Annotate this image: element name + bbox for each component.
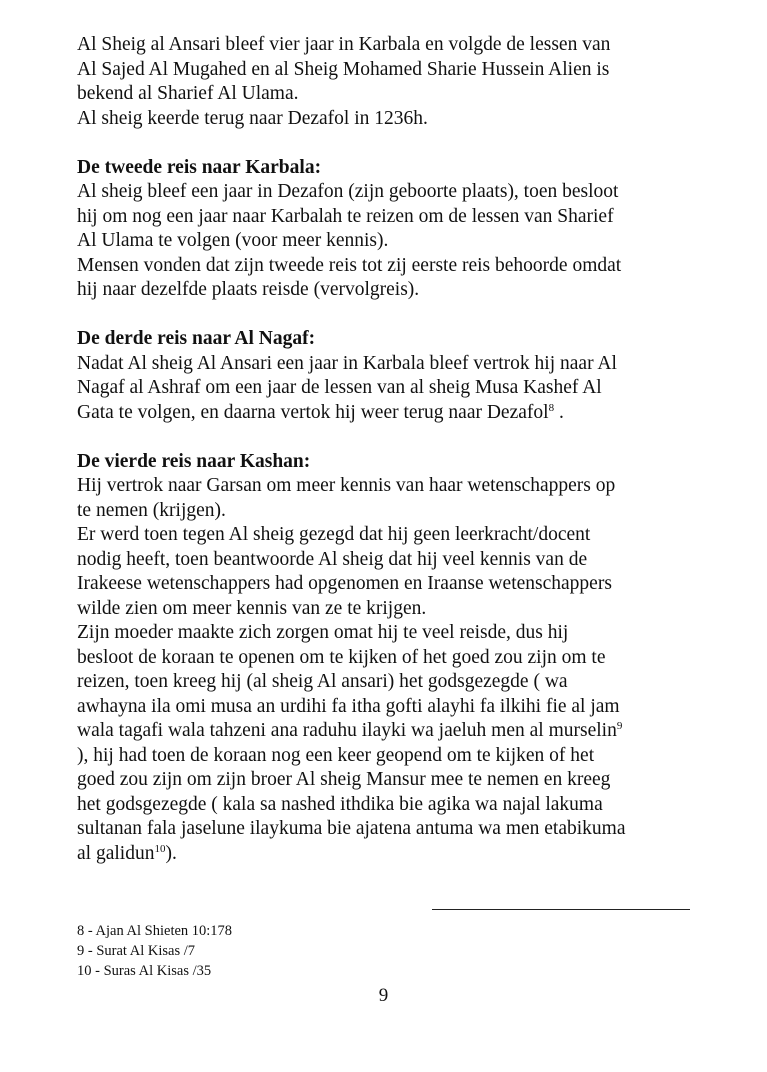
text-line-body: Gata te volgen, en daarna vertok hij weer terug naar Dezafol (77, 401, 549, 423)
section-fourth-journey (77, 450, 717, 867)
paragraph-intro (77, 33, 717, 131)
section-heading: De derde reis naar Al Nagaf: (77, 328, 316, 349)
text-line: Al sheig bleef een jaar in Dezafon (zijn geboorte plaats), toen besloot (77, 181, 619, 202)
text-line-end: ). (165, 842, 177, 864)
text-line: Al Sajed Al Mugahed en al Sheig Mohamed Sharie Hussein Alien is (77, 58, 610, 80)
text-line: hij om nog een jaar naar Karbalah te reizen om de lessen van Sharief (77, 205, 614, 227)
text-line: Nagaf al Ashraf om een jaar de lessen van al sheig Musa Kashef Al (77, 377, 602, 398)
text-line: Mensen vonden dat zijn tweede reis tot zij eerste reis behoorde omdat (77, 254, 622, 276)
text-line: Er werd toen tegen Al sheig gezegd dat hij geen leerkracht/docent (77, 524, 591, 545)
footnotes (77, 921, 232, 981)
footnote: 10 - Suras Al Kisas /35 (77, 963, 212, 979)
text-line: Hij vertrok naar Garsan om meer kennis van haar wetenschappers op (77, 475, 616, 496)
text-line: bekend al Sharief Al Ulama. (77, 83, 299, 104)
page-number: 9 (378, 985, 389, 1006)
text-line: nodig heeft, toen beantwoorde Al sheig dat hij veel kennis van de (77, 548, 588, 570)
text-line (77, 842, 717, 867)
page-body (77, 33, 717, 866)
text-line: het godsgezegde ( kala sa nashed ithdika bie agika wa najal lakuma (77, 793, 603, 815)
text-line: Irakeese wetenschappers had opgenomen en Iraanse wetenschappers (77, 573, 612, 594)
text-line-body: al galidun (77, 842, 155, 864)
footnote-separator (432, 909, 690, 910)
text-line: Al Sheig al Ansari bleef vier jaar in Karbala en volgde de lessen van (77, 34, 611, 55)
text-line: te nemen (krijgen). (77, 499, 226, 521)
text-line: reizen, toen kreeg hij (al sheig Al ansari) het godsgezegde ( wa (77, 671, 568, 692)
text-line-body: wala tagafi wala tahzeni ana raduhu ilayki wa jaeluh men al murselin (77, 720, 617, 741)
footnote-ref[interactable]: 8 (548, 401, 555, 414)
text-line: hij naar dezelfde plaats reisde (vervolgreis). (77, 279, 420, 300)
section-heading: De tweede reis naar Karbala: (77, 156, 322, 178)
text-line: Al sheig keerde terug naar Dezafol in 1236h. (77, 107, 428, 129)
text-line: Al Ulama te volgen (voor meer kennis). (77, 230, 389, 251)
footnote: 9 - Surat Al Kisas /7 (77, 943, 196, 959)
text-line: goed zou zijn om zijn broer Al sheig Mansur mee te nemen en kreeg (77, 769, 611, 790)
text-line: Nadat Al sheig Al Ansari een jaar in Karbala bleef vertrok hij naar Al (77, 352, 617, 374)
text-line: wilde zien om meer kennis van ze te krijgen. (77, 597, 427, 619)
footnote-ref[interactable]: 9 (616, 720, 623, 732)
text-line: besloot de koraan te openen om te kijken of het goed zou zijn om te (77, 646, 606, 668)
text-line-end: . (554, 401, 564, 423)
text-line (77, 401, 717, 426)
text-line: sultanan fala jaselune ilaykuma bie ajatena antuma wa men etabikuma (77, 818, 626, 839)
section-second-journey (77, 156, 717, 303)
text-line (77, 719, 717, 744)
footnote-ref[interactable]: 10 (154, 842, 166, 855)
section-third-journey (77, 327, 717, 425)
text-line: ), hij had toen de koraan nog een keer geopend om te kijken of het (77, 744, 595, 766)
footnote: 8 - Ajan Al Shieten 10:178 (77, 923, 233, 939)
text-line: awhayna ila omi musa an urdihi fa itha gofti alayhi fa ilkihi fie al jam (77, 695, 620, 717)
text-line: Zijn moeder maakte zich zorgen omat hij te veel reisde, dus hij (77, 622, 569, 643)
section-heading: De vierde reis naar Kashan: (77, 450, 311, 472)
